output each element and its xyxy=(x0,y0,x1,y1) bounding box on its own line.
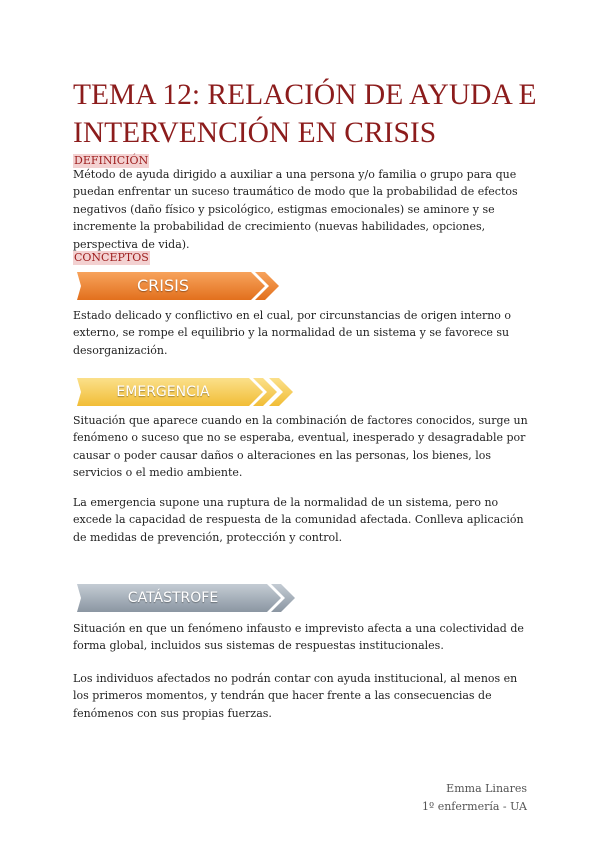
catastrofe-text-2: Los individuos afectados no podrán contar con ayuda institucional, al menos en los primeros momentos, y tendrán que hacer frente a las consecuencias de fenómenos con sus propias fuerzas. xyxy=(73,672,518,720)
footer-author: Emma Linares xyxy=(446,782,527,795)
crisis-text: Estado delicado y conflictivo en el cual, por circunstancias de origen interno o externo, se rompe el equilibrio y la normalidad de un sistema y se favorece su desorganización. xyxy=(73,309,512,357)
title-line-1: TEMA 12: RELACIÓN DE AYUDA E xyxy=(73,79,537,111)
catastrofe-label: CATÁSTROFE xyxy=(127,590,219,606)
emergencia-label: EMERGENCIA xyxy=(116,384,210,400)
crisis-banner xyxy=(73,270,303,302)
definicion-heading: DEFINICIÓN xyxy=(74,154,149,167)
emergencia-banner xyxy=(73,376,303,408)
conceptos-heading: CONCEPTOS xyxy=(74,251,149,264)
catastrofe-banner xyxy=(73,582,313,614)
title-line-2: INTERVENCIÓN EN CRISIS xyxy=(73,117,437,149)
emergencia-text-1: Situación que aparece cuando en la combinación de factores conocidos, surge un fenómeno o suceso que no se esperaba, eventual, inesperado y desagradable por causar o poder causar daños o alteraciones en las personas, los bienes, los servicios o el medio ambiente. xyxy=(73,414,528,480)
catastrofe-text-1: Situación en que un fenómeno infausto e imprevisto afecta a una colectividad de forma global, incluidos sus sistemas de respuestas institucionales. xyxy=(73,622,524,653)
page-footer xyxy=(422,780,527,816)
page-title xyxy=(73,76,553,152)
footer-course: 1º enfermería - UA xyxy=(422,800,527,813)
crisis-label: CRISIS xyxy=(136,276,190,295)
definicion-text: Método de ayuda dirigido a auxiliar a una persona y/o familia o grupo para que puedan enfrentar un suceso traumático de modo que la probabilidad de efectos negativos (daño físico y psicológico, estigmas emocionales) se aminore y se incremente la probabilidad de crecimiento (nuevas habilidades, opciones, perspectiva de vida). xyxy=(73,168,518,251)
emergencia-text-2: La emergencia supone una ruptura de la normalidad de un sistema, pero no excede la capacidad de respuesta de la comunidad afectada. Conlleva aplicación de medidas de prevención, protección y control. xyxy=(73,496,524,544)
